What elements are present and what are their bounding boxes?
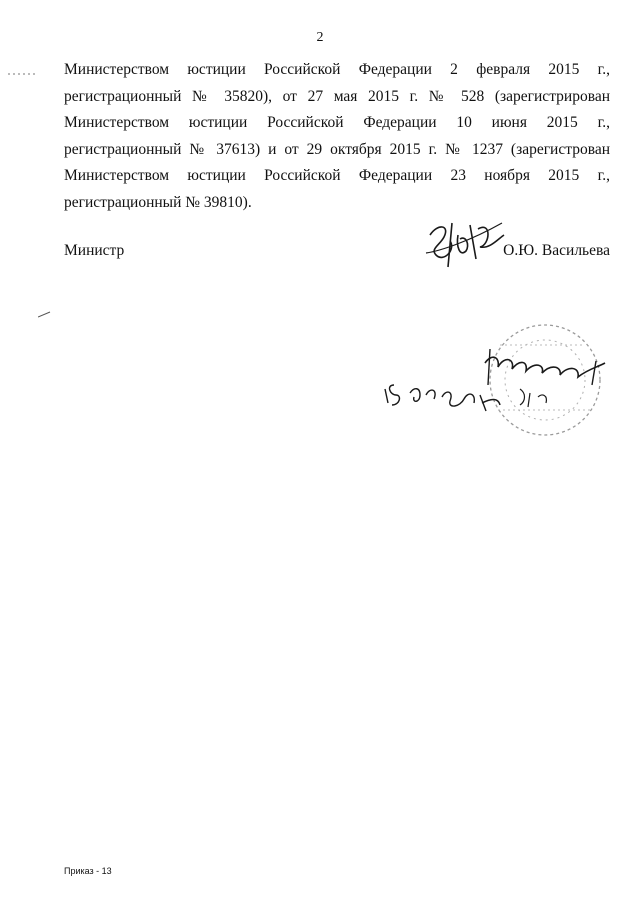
handwritten-signature — [400, 205, 510, 275]
margin-scan-mark — [8, 66, 38, 84]
signer-title: Министр — [64, 242, 125, 259]
margin-scan-mark — [38, 306, 52, 324]
page-number: 2 — [316, 30, 324, 45]
signature-block — [64, 236, 610, 276]
body-paragraph: Министерством юстиции Российской Федерации 2 февраля 2015 г., регистрационный № 35820), от 27 мая 2015 г. № 528 (зарегистрирован Министерством юстиции Российской Федерации 10 июня 2015 г., регистрационный № 37613) и от 29 октября 2015 г. № 1237 (зарегистрован Министерством юстиции Российской Федерации 23 ноября 2015 г., регистрационный № 39810). — [64, 61, 610, 211]
signer-name: О.Ю. Васильева — [503, 242, 610, 259]
approval-stamp — [370, 315, 620, 445]
body-text — [64, 57, 610, 216]
footer-label: Приказ - 13 — [64, 866, 112, 876]
